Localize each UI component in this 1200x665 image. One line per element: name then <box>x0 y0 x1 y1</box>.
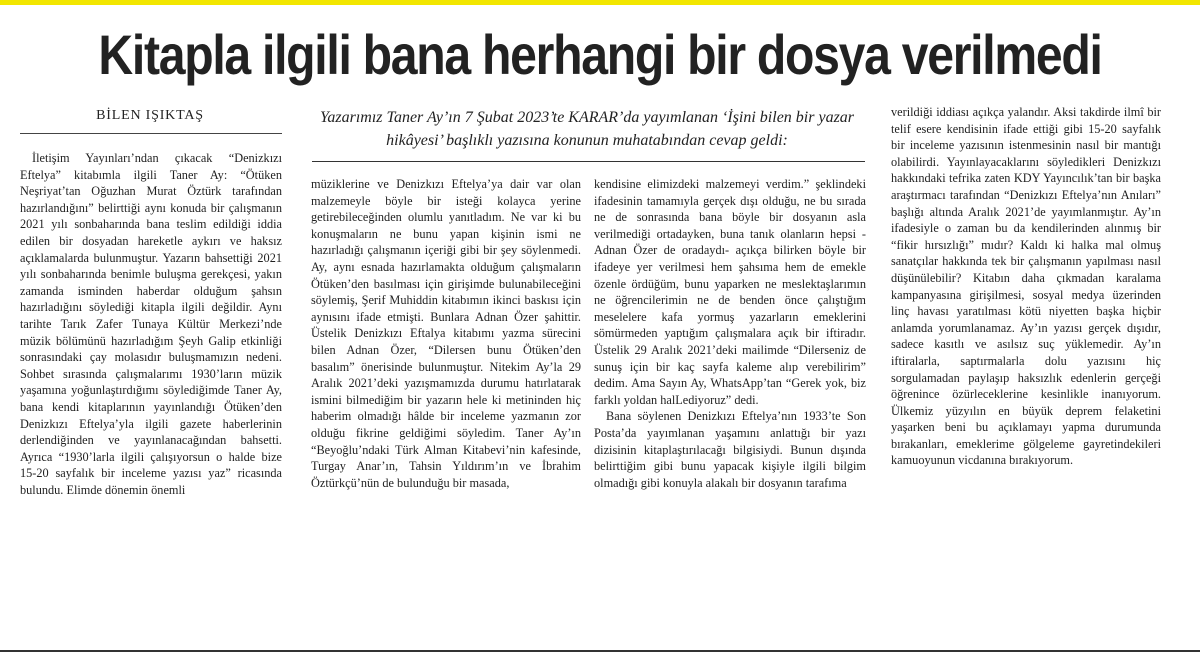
column-2-paragraph-1: müziklerine ve Denizkızı Eftelya’ya dair var olan malzemeyle böyle bir isteği kolayca yerine getirebileceğinden olumlu yanıtladım. Ne var ki bu konuşmaların ne bunu yapan kişinin ismi ne hazırladığı çalışmanın içeriği gibi bir şey söylenmedi. Ay, aynı esnada hazırlamakta olduğum çalışmaların Ötüken’den basılması için girişimde bulunabileceğini söylemiş, Şerif Muhiddin kitabımın ikinci baskısı için aynısını ifade etmişti. Bunlara Adnan Özer şahittir. Üstelik Denizkızı Eftalya kitabımı yazma sürecini bilen Adnan Özer, “Dilersen bunu Ötüken’den basalım” önerisinde bulunmuştur. Nitekim Ay’la 29 Aralık 2021’deki yazışmamızda durumu hatırlatarak ismini bilmediğim bir yazarın hele ki metininden hiç haberim olmadığı hâlde bir inceleme yazmanın zor olduğu fikrine geldiğimi söyledim. Taner Ay’ın “Beyoğlu’ndaki Türk Alman Kitabevi’nin kafesinde, Turgay Anar’ın, Tahsin Yıldırım’ın ve İbrahim Öztürkçü’nün de bulunduğu bir masada, <box>311 177 581 490</box>
column-1-paragraph-1: İletişim Yayınları’ndan çıkacak “Denizkızı Eftelya” kitabımla ilgili Taner Ay: “Ötüken Neşriyat’tan Oğuzhan Murat Öztürk tarafından hazırlandığını” belirttiği aynı konuda bir çalışmanın 2021 yılı sonbaharında bana teslim edildiği iddia edilen bir dosyadan hareketle aykırı ve haksız açıklamalarda bulunmuştur. Yazarın bahsettiği 2021 yılı sonbaharında benimle buluşma gerekçesi, yakın zamanda isminden haberdar olduğum şahsın hazırladığını söylediği kitapla ilgili değildir. Aynı tarihte Tarık Zafer Tunaya Kültür Merkezi’nde müzik bölümünü hazırladığım Şeyh Galip etkinliği sonrasındaki çay molasıdır buluşmamızın nedeni. Sohbet sırasında çalışmalarımı 1930’ların müzik yaşamına yoğunlaştırdığımı söylediğimde Taner Ay, bana kendi kitaplarının yayınlandığı Ötüken’den Denizkızı Eftelya’yla ilgili gazete haberlerinin derlendiğinden ve yayınlanacağından bahsetti. Ayrıca “1930’larla ilgili çalışıyorsun o halde bize 15-20 sayfalık bir inceleme yazısı yaz” ricasında bulundu. Elimde dönemin önemli <box>20 151 282 497</box>
article-column-1 <box>20 150 282 620</box>
article-column-2 <box>311 176 581 630</box>
lead-divider <box>312 161 865 162</box>
column-4-paragraph-1: verildiği iddiası açıkça yalandır. Aksi takdirde ilmî bir telif esere kendisinin ifade ettiği gibi 15-20 sayfalık bir inceleme yazısının istenmesinin nasıl bir mantığı olabilirdi. Yayınlayacaklarını söyledikleri Denizkızı hakkındaki tefrika zaten KDY Yayıncılık’tan bir başka araştırmacı tarafından “Denizkızı Eftelya’nın Anıları” başlığı altında Aralık 2021’de yayımlanmıştır. Ay’ın ifadesiyle o zaman bu da kendilerinden alınmış bir “fikir hırsızlığı” mıdır? Kaldı ki halka mal olmuş sanatçılar hakkında tek bir çalışmanın yapılması nasıl düşünülebilir? Kitabın daha çıkmadan karalama kampanyasına girişilmesi, sosyal medya üzerinden linç havası yaratılması kötü niyetten başka hiçbir anlamda yorumlanamaz. Ay’ın yazısı gerçek dışıdır, sadece kasıtlı ve asılsız suç yüklemedir. Ay’ın iftiralarla, saptırmalarla dolu yazısını hiç sorgulamadan paylaşıp haksızlık edenlerin gerçeği öğrenince özürleceklerine kesinlikle inanıyorum. Ülkemiz yüzyılın en büyük deprem felaketini yaşarken beni bu açıklamayı yapma durumunda bırakanları, emeklerime gölgeleme gayretindekileri kamuoyunun vicdanına bırakıyorum. <box>891 105 1161 468</box>
article-column-3 <box>594 176 866 630</box>
top-accent-rule <box>0 0 1200 5</box>
column-3-paragraph-2: Bana söylenen Denizkızı Eftelya’nın 1933’te Son Posta’da yayımlanan yaşamını anlattığı bir yazı dizisinin kitaplaştırılacağı bilgisiydi. Bunun dışında belirttiğim gibi bunu yapacak kişiyle ilgili bilgim olmadığı gibi konuyla alakalı bir dosyanın tarafıma <box>594 409 866 490</box>
bottom-divider <box>0 650 1200 652</box>
byline-divider <box>20 133 282 134</box>
article-column-4 <box>891 104 1161 630</box>
byline: BİLEN IŞIKTAŞ <box>96 108 204 123</box>
column-3-paragraph-1: kendisine elimizdeki malzemeyi verdim.” şeklindeki ifadesinin tamamıyla gerçek dışı olduğu, ne bu sırada ne de sonrasında bana böyle bir dosyanın asla verilmediği ortadayken, buna tanık olanların hepsi -Adnan Özer de oradaydı- açıkça bilirken böyle bir ifadeye yer verilmesi hem şahsıma hem de emekle özenle ördüğüm, bunu yaparken ne meslektaşlarımın ne öğrencilerimin ne de benden önce çalıştığım meselelere kafa yormuş yazarların emeklerini sömürmeden yaptığım çalışmalara açık bir iftiradır. Üstelik 29 Aralık 2021’deki mailimde “Dilerseniz de sunuş için bir kaç sayfa kaleme alıp verebilirim” dedim. Ama Sayın Ay, WhatsApp’tan “Gerek yok, biz farklı yoldan halLediyoruz” dedi. <box>594 177 866 407</box>
lead-paragraph: Yazarımız Taner Ay’ın 7 Şubat 2023’te KARAR’da yayımlanan ‘İşini bilen bir yazar hikâyesi’ başlıklı yazısına konunun muhatabından cevap geldi: <box>319 109 855 149</box>
headline: Kitapla ilgili bana herhangi bir dosya verilmedi <box>98 23 1102 86</box>
